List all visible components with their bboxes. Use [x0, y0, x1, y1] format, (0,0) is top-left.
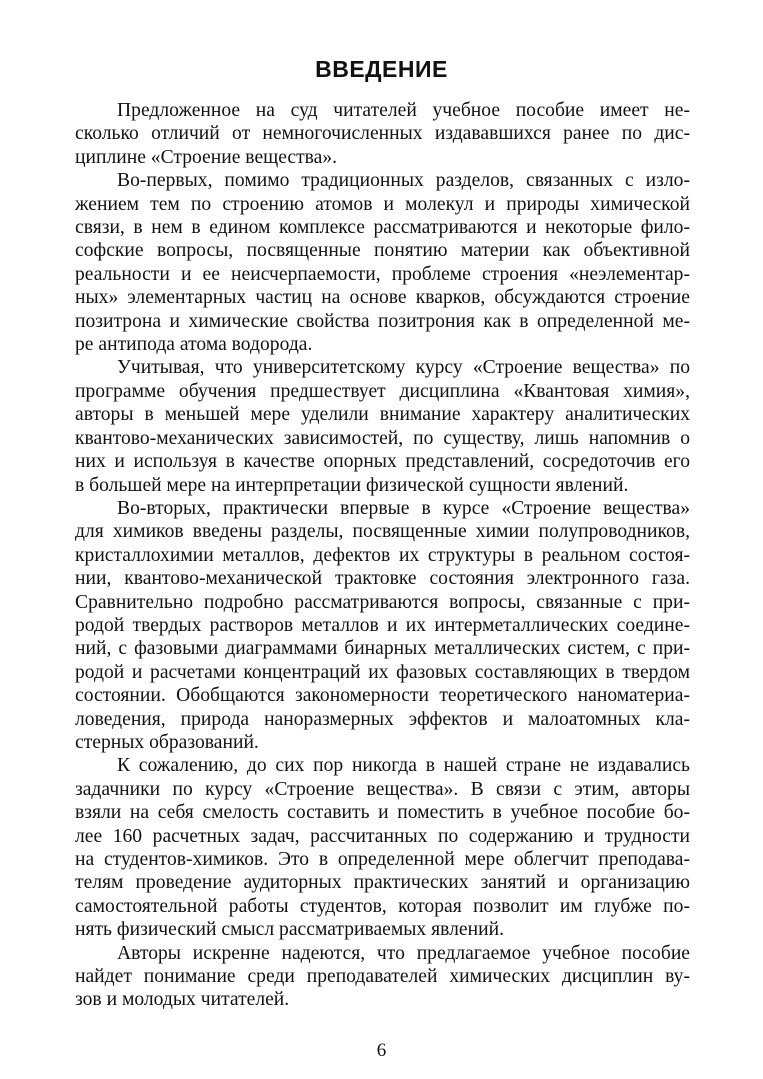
text-line: самостоятельной работы студентов, которая позволит им глубже по-	[75, 895, 690, 917]
text-line: ловедения, природа наноразмерных эффектов и малоатомных кла-	[75, 708, 690, 730]
text-line: родой и расчетами концентраций их фазовых составляющих в твердом	[75, 661, 690, 683]
text-line: лее 160 расчетных задач, рассчитанных по содержанию и трудности	[75, 825, 690, 847]
paragraph	[75, 356, 690, 496]
text-line: Во-первых, помимо традиционных разделов, связанных с изло-	[117, 170, 690, 192]
text-line: в большей мере на интерпретации физической сущности явлений.	[75, 474, 629, 496]
page-number: 6	[376, 1040, 387, 1061]
text-line: сколько отличий от немногочисленных издававшихся ранее по дис-	[75, 123, 690, 145]
text-line: состоянии. Обобщаются закономерности теоретического наноматериа-	[75, 685, 690, 707]
text-line: нии, квантово-механической трактовке состояния электронного газа.	[75, 568, 690, 590]
text-line: для химиков введены разделы, посвященные химии полупроводников,	[75, 521, 690, 543]
text-line: ний, с фазовыми диаграммами бинарных металлических систем, с при-	[75, 638, 690, 660]
text-line: зов и молодых читателей.	[75, 989, 290, 1011]
text-line: реальности и ее неисчерпаемости, проблеме строения «неэлементар-	[75, 263, 690, 285]
text-line: родой твердых растворов металлов и их интерметаллических соедине-	[75, 614, 690, 636]
text-line: Сравнительно подробно рассматриваются вопросы, связанные с при-	[75, 591, 690, 613]
text-line: циплине «Строение вещества».	[75, 146, 338, 168]
text-line: квантово-механических зависимостей, по существу, лишь напомнив о	[75, 427, 690, 449]
text-line: ре антипода атома водорода.	[75, 334, 313, 356]
text-line: задачники по курсу «Строение вещества». В связи с этим, авторы	[75, 778, 690, 800]
text-line: программе обучения предшествует дисциплина «Квантовая химия»,	[75, 380, 690, 402]
text-line: стерных образований.	[75, 731, 259, 753]
text-line: на студентов-химиков. Это в определенной мере облегчит преподава-	[75, 849, 690, 870]
text-line: Учитывая, что университетскому курсу «Строение вещества» по	[117, 357, 690, 379]
text-line: позитрона и химические свойства позитрония как в определенной ме-	[75, 310, 690, 332]
text-line: Предложенное на суд читателей учебное пособие имеет не-	[117, 100, 690, 121]
text-line: Авторы искренне надеются, что предлагаемое учебное пособие	[117, 942, 690, 964]
text-line: связи, в нем в едином комплексе рассматриваются и некоторые фило-	[75, 217, 690, 239]
text-line: авторы в меньшей мере уделили внимание характеру аналитических	[75, 404, 690, 426]
paragraph	[75, 497, 690, 754]
text-line: найдет понимание среди преподавателей химических дисциплин ву-	[75, 966, 690, 988]
text-line: нять физический смысл рассматриваемых явлений.	[75, 919, 504, 941]
paragraph	[75, 99, 690, 169]
text-line: телям проведение аудиторных практических занятий и организацию	[75, 872, 690, 894]
document-body	[75, 99, 690, 1012]
text-line: взяли на себя смелость составить и поместить в учебное пособие бо-	[75, 802, 690, 824]
page-title: ВВЕДЕНИЕ	[315, 56, 448, 82]
text-line: ных» элементарных частиц на основе кварков, обсуждаются строение	[75, 287, 690, 309]
text-line: кристаллохимии металлов, дефектов их структуры в реальном состоя-	[75, 544, 690, 566]
text-line: К сожалению, до сих пор никогда в нашей стране не издавались	[117, 755, 690, 777]
text-line: жением тем по строению атомов и молекул и природы химической	[75, 193, 690, 215]
paragraph	[75, 942, 690, 1012]
paragraph	[75, 754, 690, 941]
text-line: них и используя в качестве опорных представлений, сосредоточив его	[75, 451, 690, 473]
text-line: софские вопросы, посвященные понятию материи как объективной	[75, 240, 690, 262]
text-line: Во-вторых, практически впервые в курсе «Строение вещества»	[117, 497, 690, 519]
paragraph	[75, 169, 690, 356]
